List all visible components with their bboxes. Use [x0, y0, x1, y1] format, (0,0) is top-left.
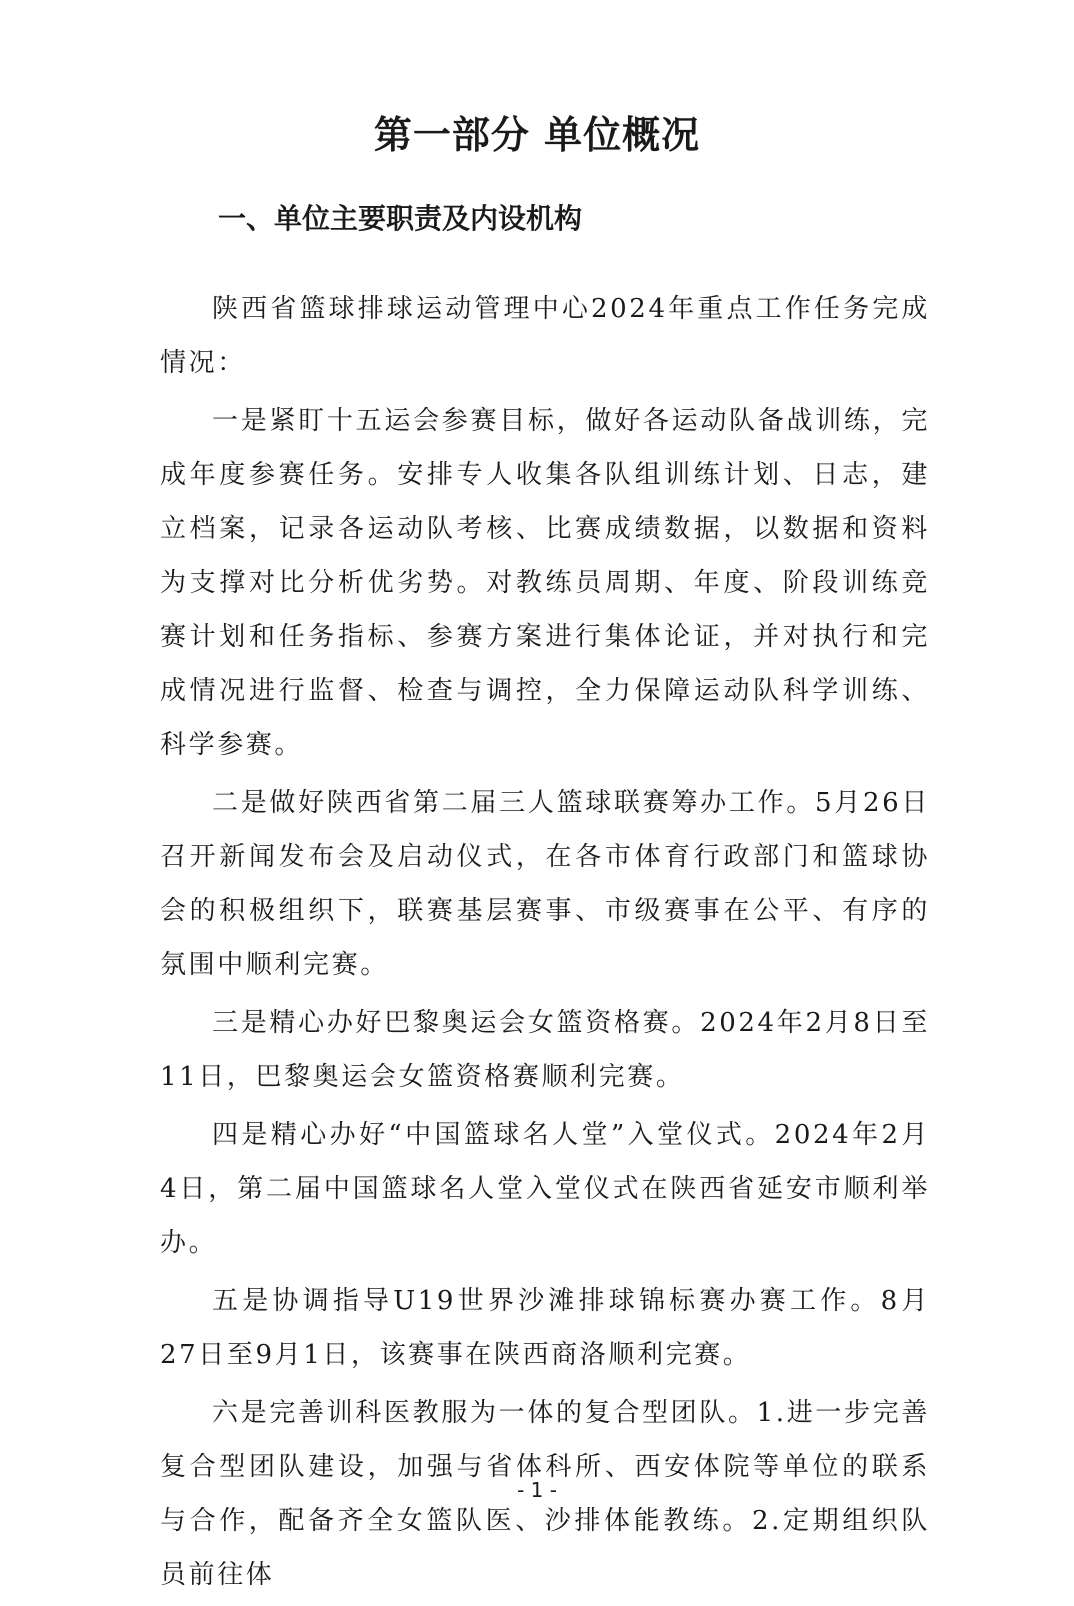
paragraph-item-5: 五是协调指导U19世界沙滩排球锦标赛办赛工作。8月27日至9月1日，该赛事在陕西商洛顺利完赛。 [160, 1286, 930, 1370]
paragraph-item-4: 四是精心办好“中国篮球名人堂”入堂仪式。2024年2月4日，第二届中国篮球名人堂入堂仪式在陕西省延安市顺利举办。 [160, 1120, 930, 1258]
paragraph-item-3: 三是精心办好巴黎奥运会女篮资格赛。2024年2月8日至11日，巴黎奥运会女篮资格赛顺利完赛。 [160, 1008, 930, 1092]
page-title: 第一部分 单位概况 [373, 112, 701, 157]
paragraph-item-2: 二是做好陕西省第二届三人篮球联赛筹办工作。5月26日召开新闻发布会及启动仪式，在各市体育行政部门和篮球协会的积极组织下，联赛基层赛事、市级赛事在公平、有序的氛围中顺利完赛。 [160, 788, 930, 980]
document-body [160, 282, 930, 1606]
paragraph-intro: 陕西省篮球排球运动管理中心2024年重点工作任务完成情况： [160, 294, 930, 378]
paragraph-item-1: 一是紧盯十五运会参赛目标，做好各运动队备战训练，完成年度参赛任务。安排专人收集各队组训练计划、日志，建立档案，记录各运动队考核、比赛成绩数据，以数据和资料为支撑对比分析优劣势。对教练员周期、年度、阶段训练竞赛计划和任务指标、参赛方案进行集体论证，并对执行和完成情况进行监督、检查与调控，全力保障运动队科学训练、科学参赛。 [160, 406, 930, 760]
page-number: - 1 - [517, 1478, 557, 1502]
section-heading: 一、单位主要职责及内设机构 [218, 202, 583, 235]
paragraph-item-6: 六是完善训科医教服为一体的复合型团队。1.进一步完善复合型团队建设，加强与省体科所、西安体院等单位的联系与合作，配备齐全女篮队医、沙排体能教练。2.定期组织队员前往体 [160, 1398, 930, 1590]
